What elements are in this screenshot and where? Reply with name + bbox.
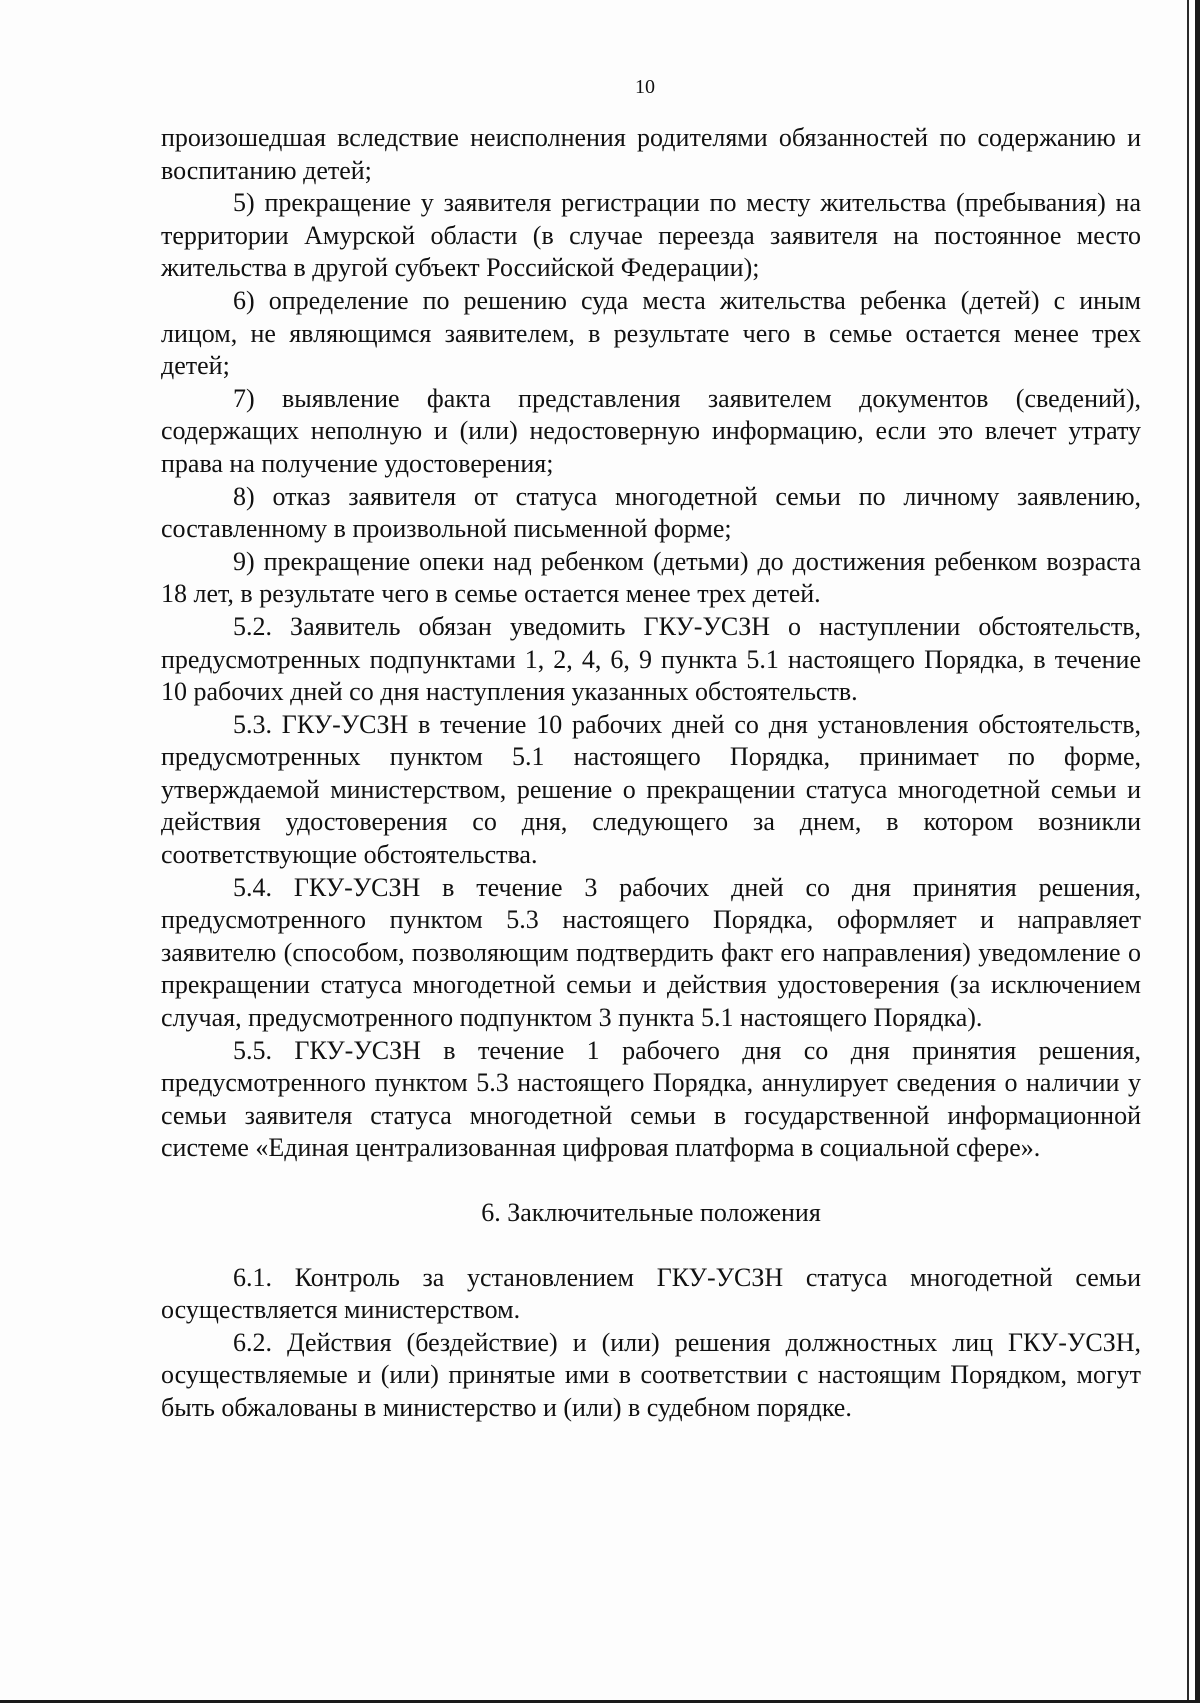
clause-5-3: 5.3. ГКУ-УСЗН в течение 10 рабочих дней со дня установления обстоятельств, предусмотренных пунктом 5.1 настоящего Порядка, принимает по форме, утверждаемой министерством, решение о прекращении статуса многодетной семьи и действия удостоверения со дня, следующего за днем, в котором возникли соответствующие обстоятельства. [161,709,1141,870]
clause-5-2: 5.2. Заявитель обязан уведомить ГКУ-УСЗН о наступлении обстоятельств, предусмотренных подпунктами 1, 2, 4, 6, 9 пункта 5.1 настоящего Порядка, в течение 10 рабочих дней со дня наступления указанных обстоятельств. [161,611,1141,707]
list-item-9: 9) прекращение опеки над ребенком (детьми) до достижения ребенком возраста 18 лет, в результате чего в семье остается менее трех детей. [161,546,1141,609]
paragraph-continuation: произошедшая вследствие неисполнения родителями обязанностей по содержанию и воспитанию детей; [161,123,1141,185]
clause-5-4: 5.4. ГКУ-УСЗН в течение 3 рабочих дней со дня принятия решения, предусмотренного пунктом 5.3 настоящего Порядка, оформляет и направляет заявителю (способом, позволяющим подтвердить факт его направления) уведомление о прекращении статуса многодетной семьи и действия удостоверения (за исключением случая, предусмотренного подпунктом 3 пункта 5.1 настоящего Порядка). [161,872,1141,1033]
scan-edge-inner [1187,0,1189,1703]
section-heading: 6. Заключительные положения [481,1198,821,1227]
list-item-8: 8) отказ заявителя от статуса многодетной семьи по личному заявлению, составленному в произвольной письменной форме; [161,481,1141,544]
list-item-5: 5) прекращение у заявителя регистрации по месту жительства (пребывания) на территории Амурской области (в случае переезда заявителя на постоянное место жительства в другой субъект Российской Федерации); [161,188,1141,283]
document-body [161,122,1141,1425]
clause-5-5: 5.5. ГКУ-УСЗН в течение 1 рабочего дня со дня принятия решения, предусмотренного пунктом 5.3 настоящего Порядка, аннулирует сведения о наличии у семьи заявителя статуса многодетной семьи в государственной информационной системе «Единая централизованная цифровая платформа в социальной сфере». [161,1035,1141,1163]
scan-edge-right [1195,0,1200,1703]
page-number: 10 [635,76,655,98]
list-item-6: 6) определение по решению суда места жительства ребенка (детей) с иным лицом, не являющимся заявителем, в результате чего в семье остается менее трех детей; [161,285,1141,381]
list-item-7: 7) выявление факта представления заявителем документов (сведений), содержащих неполную и (или) недостоверную информацию, если это влечет утрату права на получение удостоверения; [161,383,1141,478]
clause-6-2: 6.2. Действия (бездействие) и (или) решения должностных лиц ГКУ-УСЗН, осуществляемые и (или) принятые ими в соответствии с настоящим Порядком, могут быть обжалованы в министерство и (или) в судебном порядке. [161,1327,1141,1422]
clause-6-1: 6.1. Контроль за установлением ГКУ-УСЗН статуса многодетной семьи осуществляется министерством. [161,1262,1141,1325]
